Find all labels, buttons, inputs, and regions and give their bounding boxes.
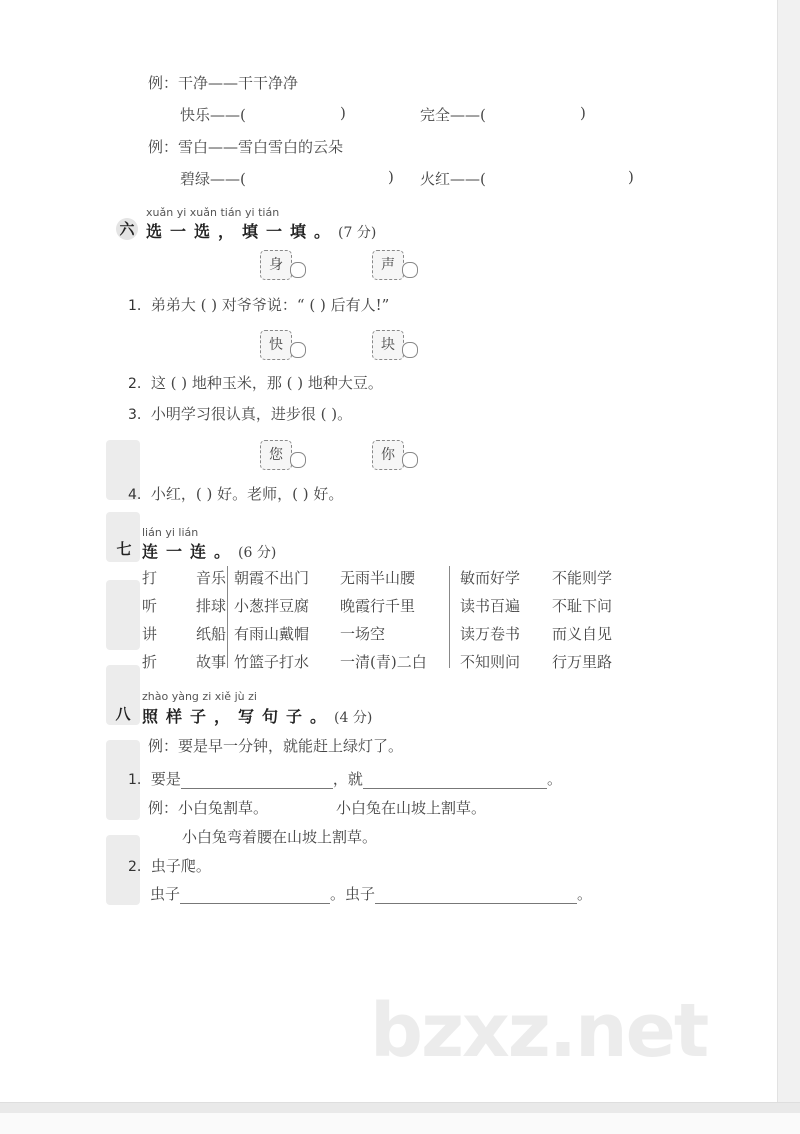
section8-title: 照样子，写句子。(4 分) <box>142 707 373 726</box>
divider-line <box>227 566 228 668</box>
example-sentence-2-line2: 小白兔弯着腰在山坡上割草。 <box>182 828 378 846</box>
answer-line[interactable] <box>363 772 547 789</box>
item-bilv: 碧绿——( <box>180 170 246 188</box>
question-3: 3. 小明学习很认真，进步很 ( )。 <box>128 405 353 423</box>
flower-icon <box>402 262 418 278</box>
answer-line[interactable] <box>181 772 333 789</box>
vertical-scrollbar[interactable] <box>777 0 800 1102</box>
answer-line[interactable] <box>375 887 577 904</box>
question-1: 1. 弟弟大 ( ) 对爷爷说：“ ( ) 后有人!” <box>128 296 390 314</box>
section7-score: (6 分) <box>238 545 277 561</box>
section6-title: 选一选，填一填。(7 分) <box>146 222 377 241</box>
example-sentence-2-expanded: 小白兔在山坡上割草。 <box>336 799 487 817</box>
example-1: 例：干净——干干净净 <box>148 74 299 92</box>
flower-icon <box>290 342 306 358</box>
sentence-question-2-answers: 虫子 。虫子 。 <box>150 885 593 903</box>
question-2: 2. 这 ( ) 地种玉米，那 ( ) 地种大豆。 <box>128 374 383 392</box>
section7-number: 七 <box>116 540 132 558</box>
section7-title: 连一连。(6 分) <box>142 542 277 561</box>
divider-line <box>449 566 450 668</box>
section8-number: 八 <box>115 705 131 723</box>
section6-score: (7 分) <box>338 225 377 241</box>
item-huohong: 火红——( <box>420 170 486 188</box>
flower-icon <box>290 262 306 278</box>
sentence-question-2: 2. 虫子爬。 <box>128 857 211 875</box>
paren-close: ) <box>388 168 394 186</box>
item-wanquan: 完全——( <box>420 106 486 124</box>
flower-icon <box>290 452 306 468</box>
example-2: 例：雪白——雪白雪白的云朵 <box>148 138 344 156</box>
section7-pinyin: lián yi lián <box>142 526 199 539</box>
question-4: 4. 小红，( ) 好。老师，( ) 好。 <box>128 485 344 503</box>
choice-kuai: 快 <box>260 330 292 360</box>
choice-shen: 身 <box>260 250 292 280</box>
section8-pinyin: zhào yàng zi xiě jù zi <box>142 690 257 703</box>
section8-score: (4 分) <box>334 710 373 726</box>
choice-ni: 你 <box>372 440 404 470</box>
paren-close: ) <box>340 104 346 122</box>
sentence-question-1: 1. 要是 ，就 。 <box>128 770 562 788</box>
paren-close: ) <box>628 168 634 186</box>
choice-nin: 您 <box>260 440 292 470</box>
watermark: bzxz.net <box>370 988 708 1074</box>
answer-line[interactable] <box>180 887 330 904</box>
item-kuaile: 快乐——( <box>180 106 246 124</box>
paren-close: ) <box>580 104 586 122</box>
flower-icon <box>402 452 418 468</box>
worksheet-page: 例：干净——干干净净 快乐——( ) 完全——( ) 例：雪白——雪白雪白的云朵 碧绿——( ) 火红——( ) xuǎn yi xuǎn tián yi tián 六 选一选，填一填。(7 分) 身 声 1. 弟弟大 ( ) 对爷爷说：“ ( ) 后有人!” 快 块 2. 这 ( ) 地种玉米，那 ( ) 地种大豆。 3. 小明学习很认真，进步很 ( )。 您 你 4. 小红，( ) 好。老师，( ) 好。 lián yi lián 七 连一连。(6 分) 打 音乐 朝霞不出门 无雨半山腰 敏而好学 不能则学 听 排球 小葱拌豆腐 晚霞行千里 读书百遍 不耻下问 讲 纸船 有雨山戴帽 一场空 读万卷书 而义自见 折 故事 竹篮子打水 一清(青)二白 不知则问 行万里路 zhào yàng zi xiě jù zi 八 照样子，写句子。(4 分) 例：要是早一分钟，就能赶上绿灯了。 1. 要是 ，就 。 例：小白兔割草。 小白兔在山坡上割草。 小白兔弯着腰在山坡上割草。 2. 虫子爬。 虫子 。虫子 。 bzxz.net <box>0 0 778 1102</box>
section6-pinyin: xuǎn yi xuǎn tián yi tián <box>146 206 280 219</box>
section6-number: 六 <box>116 218 138 240</box>
example-sentence-2: 例：小白兔割草。 <box>148 799 269 817</box>
choice-sheng: 声 <box>372 250 404 280</box>
choice-kuai2: 块 <box>372 330 404 360</box>
next-page-edge <box>0 1113 800 1134</box>
example-sentence-1: 例：要是早一分钟，就能赶上绿灯了。 <box>148 737 404 755</box>
side-decoration <box>106 440 140 910</box>
flower-icon <box>402 342 418 358</box>
